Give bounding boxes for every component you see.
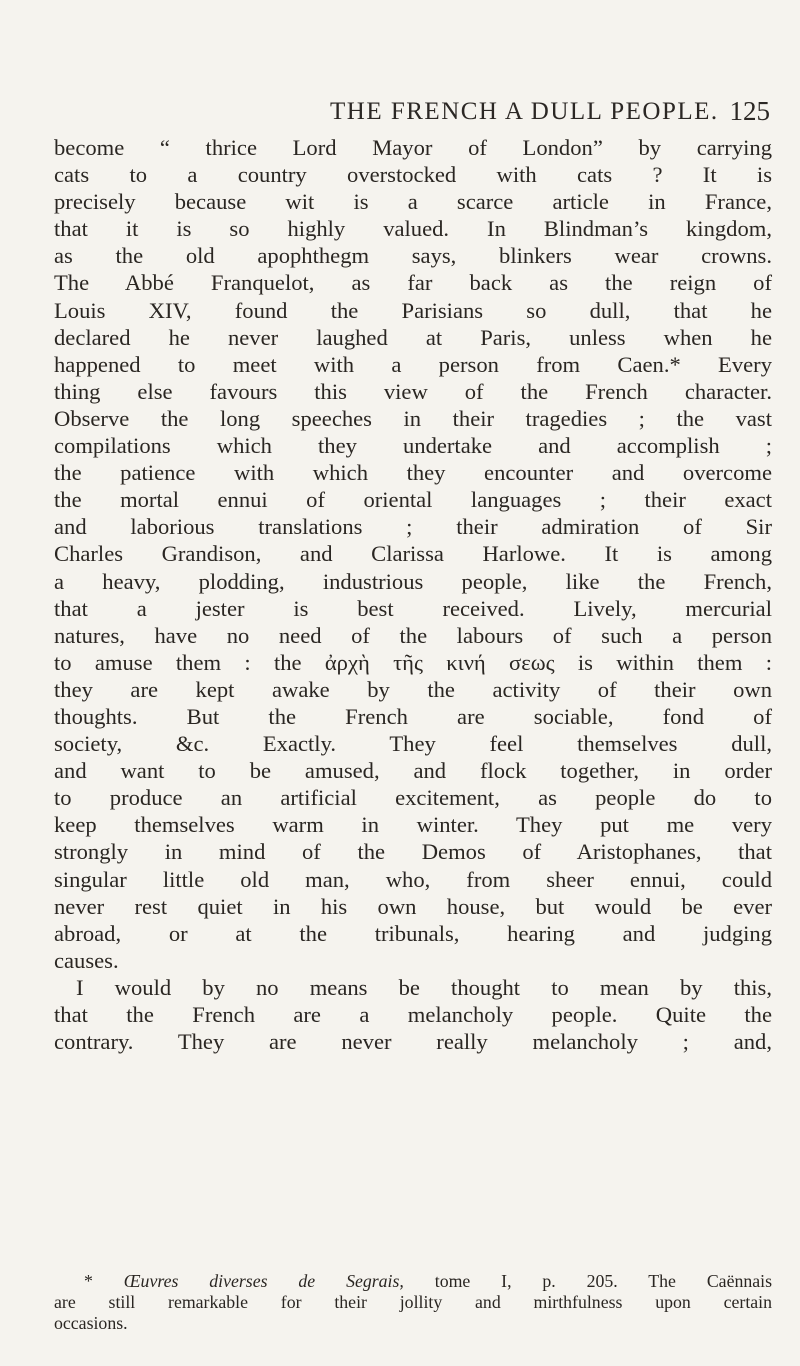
text-line: abroad, or at the tribunals, hearing and judging bbox=[54, 920, 772, 946]
running-head bbox=[330, 98, 770, 138]
text-line: compilations which they undertake and accomplish ; bbox=[54, 433, 772, 459]
text-line: become “ thrice Lord Mayor of London” by carrying bbox=[54, 135, 772, 160]
text-line: that it is so highly valued. In Blindman’s kingdom, bbox=[54, 216, 772, 242]
text-line: thoughts. But the French are sociable, fond of bbox=[54, 703, 772, 729]
text-line: society, &c. Exactly. They feel themselves dull, bbox=[54, 731, 772, 757]
text-line: a heavy, plodding, industrious people, like the French, bbox=[54, 568, 772, 594]
text-line: strongly in mind of the Demos of Aristophanes, that bbox=[54, 839, 772, 865]
text-line: and want to be amused, and flock together, in order bbox=[54, 758, 772, 784]
text-line: that the French are a melancholy people. Quite the bbox=[54, 1002, 772, 1027]
text-line: Charles Grandison, and Clarissa Harlowe. It is among bbox=[54, 541, 772, 567]
footnote-text: tome I, p. 205. The Caënnais bbox=[434, 1271, 772, 1291]
text-line: cats to a country overstocked with cats ? It is bbox=[54, 162, 772, 188]
text-line: as the old apophthegm says, blinkers wear crowns. bbox=[54, 243, 772, 269]
text-line: keep themselves warm in winter. They put me very bbox=[54, 812, 772, 838]
text-line: that a jester is best received. Lively, mercurial bbox=[54, 595, 772, 621]
footnote-source-title: Œuvres diverses de Segrais, bbox=[123, 1271, 404, 1291]
footnote-line: occasions. bbox=[54, 1313, 128, 1334]
text-line: they are kept awake by the activity of their own bbox=[54, 676, 772, 702]
page-number: 125 bbox=[729, 96, 770, 126]
text-line: and laborious translations ; their admiration of Sir bbox=[54, 514, 772, 540]
text-line: Observe the long speeches in their tragedies ; the vast bbox=[54, 405, 772, 431]
running-title: THE FRENCH A DULL PEOPLE. bbox=[330, 98, 719, 125]
text-line: singular little old man, who, from sheer ennui, could bbox=[54, 866, 772, 892]
body-text bbox=[54, 134, 772, 1055]
text-line: thing else favours this view of the French character. bbox=[54, 378, 772, 404]
footnote-line: are still remarkable for their jollity and mirthfulness upon certain bbox=[54, 1292, 772, 1313]
text-line: happened to meet with a person from Caen.* Every bbox=[54, 351, 772, 377]
text-line: causes. bbox=[54, 947, 119, 973]
footnote-line bbox=[54, 1271, 772, 1292]
text-line: never rest quiet in his own house, but would be ever bbox=[54, 893, 772, 919]
text-line: contrary. They are never really melancholy ; and, bbox=[54, 1029, 772, 1055]
text-line: Louis XIV, found the Parisians so dull, that he bbox=[54, 297, 772, 323]
text-line: natures, have no need of the labours of such a person bbox=[54, 622, 772, 648]
text-line: to produce an artificial excitement, as people do to bbox=[54, 785, 772, 811]
text-line: precisely because wit is a scarce article in France, bbox=[54, 189, 772, 215]
text-line: The Abbé Franquelot, as far back as the reign of bbox=[54, 270, 772, 296]
text-line: to amuse them : the ἀρχὴ τῆς κινή σεως is within them : bbox=[54, 649, 772, 675]
text-line: the mortal ennui of oriental languages ; their exact bbox=[54, 487, 772, 513]
text-line: the patience with which they encounter and overcome bbox=[54, 460, 772, 486]
footnote bbox=[54, 1271, 772, 1335]
text-line: declared he never laughed at Paris, unless when he bbox=[54, 324, 772, 350]
text-line: I would by no means be thought to mean by this, bbox=[76, 974, 772, 1000]
footnote-marker: * bbox=[84, 1271, 93, 1291]
